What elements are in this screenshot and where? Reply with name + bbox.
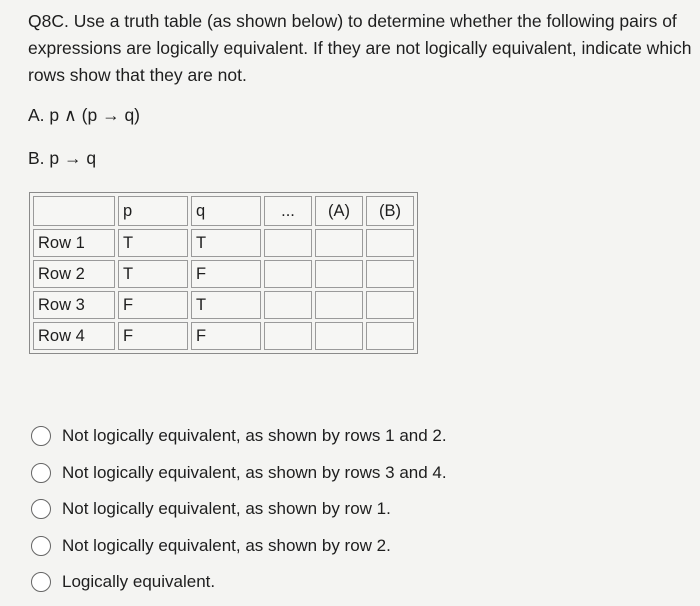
cell-p: T [118, 229, 188, 257]
cell-q: T [191, 291, 261, 319]
expression-b: B. p → q [28, 148, 97, 168]
cell-ellipsis [264, 260, 312, 288]
answer-option-equivalent[interactable] [31, 564, 447, 601]
radio-button[interactable] [31, 463, 51, 483]
answer-option-rows-1-and-2[interactable] [31, 418, 447, 455]
cell-b [366, 322, 414, 350]
cell-q: F [191, 260, 261, 288]
cell-a [315, 291, 363, 319]
row-label: Row 3 [33, 291, 115, 319]
table-row [33, 260, 414, 288]
answer-option-row-1[interactable] [31, 491, 447, 528]
table-row [33, 229, 414, 257]
cell-a [315, 229, 363, 257]
cell-b [366, 291, 414, 319]
row-label: Row 4 [33, 322, 115, 350]
cell-a [315, 260, 363, 288]
cell-ellipsis [264, 229, 312, 257]
table-header-row [33, 196, 414, 226]
cell-ellipsis [264, 291, 312, 319]
option-label: Not logically equivalent, as shown by rows 3 and 4. [62, 462, 447, 482]
option-label: Not logically equivalent, as shown by rows 1 and 2. [62, 426, 447, 446]
option-label: Logically equivalent. [62, 572, 216, 592]
answer-option-row-2[interactable] [31, 528, 447, 565]
cell-b [366, 229, 414, 257]
answer-option-rows-3-and-4[interactable] [31, 455, 447, 492]
cell-a [315, 322, 363, 350]
table-row [33, 322, 414, 350]
option-label: Not logically equivalent, as shown by row 2. [62, 535, 391, 555]
cell-q: T [191, 229, 261, 257]
header-cell-q: q [191, 196, 261, 226]
cell-p: F [118, 291, 188, 319]
answer-options [31, 418, 447, 601]
cell-p: F [118, 322, 188, 350]
radio-button[interactable] [31, 499, 51, 519]
row-label: Row 2 [33, 260, 115, 288]
radio-button[interactable] [31, 536, 51, 556]
truth-table [29, 192, 418, 354]
row-label: Row 1 [33, 229, 115, 257]
cell-ellipsis [264, 322, 312, 350]
cell-p: T [118, 260, 188, 288]
option-label: Not logically equivalent, as shown by row 1. [62, 499, 391, 519]
question-text: Q8C. Use a truth table (as shown below) to determine whether the following pairs of expressions are logically equivalent. If they are not logically equivalent, indicate which rows show that they are not. [28, 11, 692, 85]
header-cell-p: p [118, 196, 188, 226]
header-cell-a: (A) [315, 196, 363, 226]
cell-q: F [191, 322, 261, 350]
header-cell-blank [33, 196, 115, 226]
radio-button[interactable] [31, 426, 51, 446]
header-cell-b: (B) [366, 196, 414, 226]
expression-a: A. p ∧ (p → q) [28, 105, 141, 125]
cell-b [366, 260, 414, 288]
header-cell-ellipsis: ... [264, 196, 312, 226]
table-row [33, 291, 414, 319]
radio-button[interactable] [31, 572, 51, 592]
